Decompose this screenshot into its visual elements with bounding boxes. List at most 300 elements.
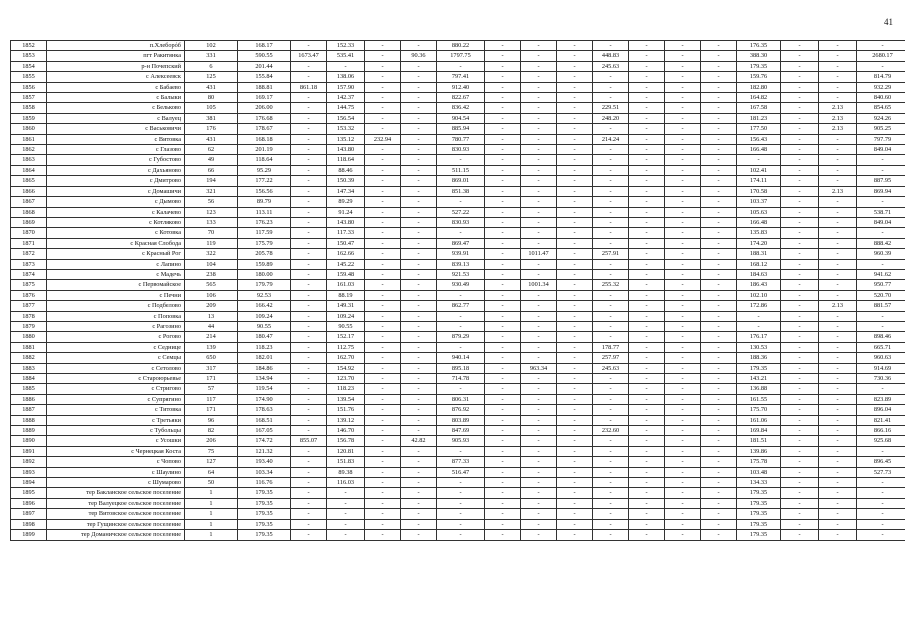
row-number-cell: 1879	[11, 321, 47, 331]
value-cell: -	[557, 280, 593, 290]
value-cell: -	[819, 332, 857, 342]
settlement-name-cell: с Витовка	[47, 134, 185, 144]
value-cell: -	[781, 488, 819, 498]
settlement-name-cell: с Сетолово	[47, 363, 185, 373]
value-cell: 888.42	[857, 238, 905, 248]
value-cell: -	[665, 41, 701, 51]
value-cell: -	[485, 436, 521, 446]
value-cell: -	[819, 509, 857, 519]
value-cell: -	[401, 457, 437, 467]
value-cell: -	[365, 186, 401, 196]
value-cell: -	[629, 353, 665, 363]
value-cell: -	[437, 290, 485, 300]
value-cell: 511.15	[437, 165, 485, 175]
value-cell: 232.94	[365, 134, 401, 144]
table-row	[11, 342, 905, 352]
value-cell: -	[819, 197, 857, 207]
value-cell: -	[557, 155, 593, 165]
value-cell: -	[701, 165, 737, 175]
value-cell: -	[593, 394, 629, 404]
value-cell: 147.34	[327, 186, 365, 196]
value-cell: 90.55	[238, 321, 291, 331]
value-cell: -	[557, 415, 593, 425]
value-cell: 180.47	[238, 332, 291, 342]
value-cell: -	[665, 93, 701, 103]
value-cell: 89.79	[238, 197, 291, 207]
value-cell: -	[819, 415, 857, 425]
value-cell: -	[485, 41, 521, 51]
value-cell: 153.32	[327, 124, 365, 134]
page-number: 41	[884, 17, 893, 27]
value-cell: -	[701, 498, 737, 508]
value-cell: 103.37	[737, 197, 781, 207]
value-cell: -	[781, 457, 819, 467]
value-cell: 88.46	[327, 165, 365, 175]
value-cell: -	[781, 207, 819, 217]
value-cell: -	[365, 519, 401, 529]
value-cell: -	[665, 217, 701, 227]
value-cell: -	[629, 394, 665, 404]
settlement-name-cell: р-н Почепский	[47, 61, 185, 71]
value-cell: -	[557, 93, 593, 103]
value-cell: -	[665, 259, 701, 269]
value-cell: 103.34	[238, 467, 291, 477]
value-cell: -	[819, 72, 857, 82]
value-cell: 876.92	[437, 405, 485, 415]
value-cell: -	[485, 321, 521, 331]
value-cell: -	[737, 311, 781, 321]
value-cell: -	[665, 124, 701, 134]
value-cell: -	[781, 217, 819, 227]
value-cell: -	[665, 342, 701, 352]
value-cell: 144.75	[327, 103, 365, 113]
value-cell: 156.56	[238, 186, 291, 196]
value-cell: -	[629, 82, 665, 92]
value-cell: -	[485, 509, 521, 519]
value-cell: -	[781, 103, 819, 113]
value-cell: -	[557, 405, 593, 415]
value-cell: -	[665, 176, 701, 186]
value-cell: 169.17	[238, 93, 291, 103]
value-cell: -	[701, 103, 737, 113]
value-cell: -	[291, 519, 327, 529]
value-cell: 714.78	[437, 374, 485, 384]
value-cell: -	[437, 311, 485, 321]
value-cell: -	[701, 176, 737, 186]
value-cell: -	[401, 342, 437, 352]
value-cell: -	[365, 207, 401, 217]
value-cell: -	[781, 384, 819, 394]
row-number-cell: 1872	[11, 249, 47, 259]
value-cell: 92.53	[238, 290, 291, 300]
value-cell: -	[291, 342, 327, 352]
value-cell: 830.93	[437, 217, 485, 227]
value-cell: 127	[185, 457, 238, 467]
value-cell: 2.13	[819, 301, 857, 311]
value-cell: -	[291, 197, 327, 207]
value-cell: 152.33	[327, 41, 365, 51]
value-cell: -	[781, 530, 819, 540]
value-cell: -	[629, 301, 665, 311]
value-cell: -	[629, 415, 665, 425]
value-cell: -	[593, 207, 629, 217]
value-cell: -	[401, 311, 437, 321]
value-cell: -	[521, 394, 557, 404]
value-cell: -	[857, 259, 905, 269]
value-cell: -	[701, 61, 737, 71]
value-cell: 1011.47	[521, 249, 557, 259]
value-cell: 179.35	[737, 498, 781, 508]
value-cell: 178.67	[238, 124, 291, 134]
value-cell: -	[781, 426, 819, 436]
value-cell: 178.77	[593, 342, 629, 352]
table-row	[11, 238, 905, 248]
value-cell: 177.22	[238, 176, 291, 186]
value-cell: 176.17	[737, 332, 781, 342]
value-cell: -	[557, 488, 593, 498]
value-cell: -	[485, 217, 521, 227]
value-cell: -	[291, 311, 327, 321]
value-cell: -	[701, 530, 737, 540]
value-cell: -	[437, 519, 485, 529]
table-row	[11, 363, 905, 373]
value-cell: 116.76	[238, 478, 291, 488]
row-number-cell: 1867	[11, 197, 47, 207]
value-cell: -	[629, 478, 665, 488]
value-cell: -	[819, 426, 857, 436]
value-cell: -	[365, 176, 401, 186]
table-row	[11, 457, 905, 467]
value-cell: 177.50	[737, 124, 781, 134]
value-cell: -	[521, 498, 557, 508]
value-cell: -	[557, 269, 593, 279]
value-cell: -	[291, 228, 327, 238]
row-number-cell: 1881	[11, 342, 47, 352]
value-cell: -	[291, 415, 327, 425]
row-number-cell: 1884	[11, 374, 47, 384]
value-cell: -	[291, 332, 327, 342]
value-cell: -	[629, 384, 665, 394]
value-cell: -	[665, 197, 701, 207]
value-cell: -	[291, 446, 327, 456]
value-cell: -	[365, 363, 401, 373]
row-number-cell: 1856	[11, 82, 47, 92]
value-cell: -	[665, 290, 701, 300]
value-cell: 245.63	[593, 61, 629, 71]
value-cell: 188.36	[737, 353, 781, 363]
value-cell: -	[557, 249, 593, 259]
value-cell: -	[485, 478, 521, 488]
table-row	[11, 436, 905, 446]
value-cell: -	[593, 488, 629, 498]
value-cell: 930.49	[437, 280, 485, 290]
value-cell: 174.90	[238, 394, 291, 404]
value-cell: 193.40	[238, 457, 291, 467]
value-cell: -	[365, 467, 401, 477]
value-cell: -	[857, 509, 905, 519]
value-cell: -	[781, 342, 819, 352]
value-cell: 139.86	[737, 446, 781, 456]
value-cell: -	[401, 467, 437, 477]
value-cell: -	[401, 530, 437, 540]
value-cell: -	[819, 457, 857, 467]
value-cell: -	[485, 238, 521, 248]
value-cell: 932.29	[857, 82, 905, 92]
value-cell: -	[401, 332, 437, 342]
value-cell: -	[401, 134, 437, 144]
value-cell: 201.19	[238, 145, 291, 155]
row-number-cell: 1874	[11, 269, 47, 279]
value-cell: 62	[185, 145, 238, 155]
value-cell: -	[365, 155, 401, 165]
value-cell: -	[665, 374, 701, 384]
value-cell: 102.41	[737, 165, 781, 175]
value-cell: 180.00	[238, 269, 291, 279]
value-cell: -	[291, 238, 327, 248]
value-cell: -	[401, 259, 437, 269]
value-cell: 1797.75	[437, 51, 485, 61]
value-cell: -	[819, 384, 857, 394]
value-cell: -	[593, 165, 629, 175]
value-cell: -	[701, 405, 737, 415]
value-cell: -	[701, 259, 737, 269]
value-cell: 877.33	[437, 457, 485, 467]
row-number-cell: 1887	[11, 405, 47, 415]
value-cell: 201.44	[238, 61, 291, 71]
value-cell: 176.35	[737, 41, 781, 51]
settlement-name-cell: с Домашичи	[47, 186, 185, 196]
value-cell: -	[365, 374, 401, 384]
value-cell: -	[593, 124, 629, 134]
value-cell: -	[665, 509, 701, 519]
value-cell: -	[629, 530, 665, 540]
value-cell: -	[291, 249, 327, 259]
value-cell: -	[629, 363, 665, 373]
value-cell: 179.35	[737, 363, 781, 373]
value-cell: -	[557, 197, 593, 207]
value-cell: 64	[185, 467, 238, 477]
value-cell: 90.55	[327, 321, 365, 331]
row-number-cell: 1859	[11, 113, 47, 123]
value-cell: -	[521, 51, 557, 61]
value-cell: -	[557, 394, 593, 404]
value-cell: -	[365, 446, 401, 456]
value-cell: -	[485, 332, 521, 342]
value-cell: -	[401, 301, 437, 311]
table-row	[11, 72, 905, 82]
row-number-cell: 1854	[11, 61, 47, 71]
settlement-name-cell: с Валуец	[47, 113, 185, 123]
value-cell: 116.03	[327, 478, 365, 488]
value-cell: -	[485, 61, 521, 71]
value-cell: -	[781, 176, 819, 186]
value-cell: -	[819, 530, 857, 540]
value-cell: -	[521, 113, 557, 123]
value-cell: -	[521, 509, 557, 519]
value-cell: 2.13	[819, 113, 857, 123]
value-cell: -	[819, 82, 857, 92]
settlement-name-cell: с Чернецкая Коста	[47, 446, 185, 456]
value-cell: 172.86	[737, 301, 781, 311]
value-cell: -	[819, 353, 857, 363]
row-number-cell: 1895	[11, 488, 47, 498]
value-cell: 166.48	[737, 145, 781, 155]
table-row	[11, 61, 905, 71]
row-number-cell: 1893	[11, 467, 47, 477]
row-number-cell: 1868	[11, 207, 47, 217]
row-number-cell: 1892	[11, 457, 47, 467]
value-cell: -	[365, 238, 401, 248]
value-cell: -	[701, 311, 737, 321]
value-cell: 182.80	[737, 82, 781, 92]
value-cell: -	[819, 51, 857, 61]
value-cell: 854.65	[857, 103, 905, 113]
value-cell: -	[819, 374, 857, 384]
value-cell: 847.69	[437, 426, 485, 436]
value-cell: 862.77	[437, 301, 485, 311]
value-cell: 2.13	[819, 124, 857, 134]
value-cell: -	[629, 134, 665, 144]
value-cell: -	[819, 41, 857, 51]
table-row	[11, 259, 905, 269]
value-cell: 516.47	[437, 467, 485, 477]
value-cell: -	[521, 61, 557, 71]
value-cell: 109.24	[238, 311, 291, 321]
value-cell: 118.64	[327, 155, 365, 165]
value-cell: -	[521, 332, 557, 342]
value-cell: 849.04	[857, 145, 905, 155]
value-cell: -	[291, 186, 327, 196]
value-cell: 176.23	[238, 217, 291, 227]
value-cell: -	[781, 353, 819, 363]
value-cell: -	[521, 301, 557, 311]
value-cell: -	[485, 342, 521, 352]
value-cell: 322	[185, 249, 238, 259]
value-cell: 388.30	[737, 51, 781, 61]
row-number-cell: 1877	[11, 301, 47, 311]
value-cell: 88.19	[327, 290, 365, 300]
value-cell: -	[557, 342, 593, 352]
value-cell: -	[665, 113, 701, 123]
value-cell: -	[365, 280, 401, 290]
value-cell: -	[401, 176, 437, 186]
value-cell: 118.64	[238, 155, 291, 165]
value-cell: -	[437, 488, 485, 498]
value-cell: -	[485, 353, 521, 363]
value-cell: -	[485, 467, 521, 477]
row-number-cell: 1880	[11, 332, 47, 342]
value-cell: -	[665, 478, 701, 488]
value-cell: 155.84	[238, 72, 291, 82]
value-cell: 168.18	[238, 134, 291, 144]
value-cell: -	[665, 238, 701, 248]
value-cell: -	[485, 249, 521, 259]
value-cell: -	[629, 61, 665, 71]
value-cell: -	[665, 415, 701, 425]
value-cell: -	[557, 51, 593, 61]
value-cell: -	[401, 103, 437, 113]
value-cell: -	[401, 509, 437, 519]
value-cell: 248.20	[593, 113, 629, 123]
value-cell: -	[701, 384, 737, 394]
value-cell: 184.86	[238, 363, 291, 373]
value-cell: -	[365, 217, 401, 227]
value-cell: -	[593, 82, 629, 92]
value-cell: 861.18	[291, 82, 327, 92]
settlement-name-cell: тер Гущинское сельское поселение	[47, 519, 185, 529]
value-cell: 156.78	[327, 436, 365, 446]
value-cell: 963.34	[521, 363, 557, 373]
value-cell: -	[557, 301, 593, 311]
row-number-cell: 1873	[11, 259, 47, 269]
value-cell: 840.60	[857, 93, 905, 103]
value-cell: -	[401, 498, 437, 508]
value-cell: -	[593, 259, 629, 269]
value-cell: -	[665, 436, 701, 446]
value-cell: -	[365, 478, 401, 488]
value-cell: -	[291, 290, 327, 300]
value-cell: -	[365, 415, 401, 425]
value-cell: 905.25	[857, 124, 905, 134]
value-cell: 181.23	[737, 113, 781, 123]
value-cell: -	[781, 280, 819, 290]
value-cell: -	[857, 165, 905, 175]
value-cell: -	[701, 467, 737, 477]
value-cell: 780.77	[437, 134, 485, 144]
value-cell: -	[401, 426, 437, 436]
value-cell: -	[629, 405, 665, 415]
value-cell: -	[593, 301, 629, 311]
settlement-name-cell: с Васьковичи	[47, 124, 185, 134]
table-row	[11, 228, 905, 238]
table-row	[11, 207, 905, 217]
value-cell: 143.21	[737, 374, 781, 384]
value-cell: -	[781, 467, 819, 477]
value-cell: -	[819, 280, 857, 290]
value-cell: -	[291, 321, 327, 331]
value-cell: 179.35	[737, 519, 781, 529]
value-cell: 152.17	[327, 332, 365, 342]
value-cell: -	[857, 61, 905, 71]
value-cell: -	[737, 321, 781, 331]
value-cell: -	[593, 519, 629, 529]
value-cell: -	[557, 186, 593, 196]
value-cell: -	[701, 290, 737, 300]
value-cell: 898.46	[857, 332, 905, 342]
settlement-name-cell: с Бабаево	[47, 82, 185, 92]
value-cell: -	[365, 311, 401, 321]
value-cell: -	[819, 290, 857, 300]
settlement-name-cell: с Супрягино	[47, 394, 185, 404]
value-cell: -	[629, 41, 665, 51]
row-number-cell: 1890	[11, 436, 47, 446]
value-cell: -	[401, 519, 437, 529]
value-cell: 839.13	[437, 259, 485, 269]
value-cell: -	[819, 145, 857, 155]
settlement-name-cell: с Мадечь	[47, 269, 185, 279]
value-cell: -	[857, 197, 905, 207]
value-cell: -	[819, 207, 857, 217]
value-cell: -	[365, 72, 401, 82]
settlement-name-cell: с Третьяки	[47, 415, 185, 425]
value-cell: 174.11	[737, 176, 781, 186]
value-cell: -	[557, 207, 593, 217]
value-cell: -	[327, 530, 365, 540]
value-cell: 880.22	[437, 41, 485, 51]
value-cell: -	[401, 405, 437, 415]
value-cell: -	[629, 186, 665, 196]
value-cell: -	[781, 113, 819, 123]
